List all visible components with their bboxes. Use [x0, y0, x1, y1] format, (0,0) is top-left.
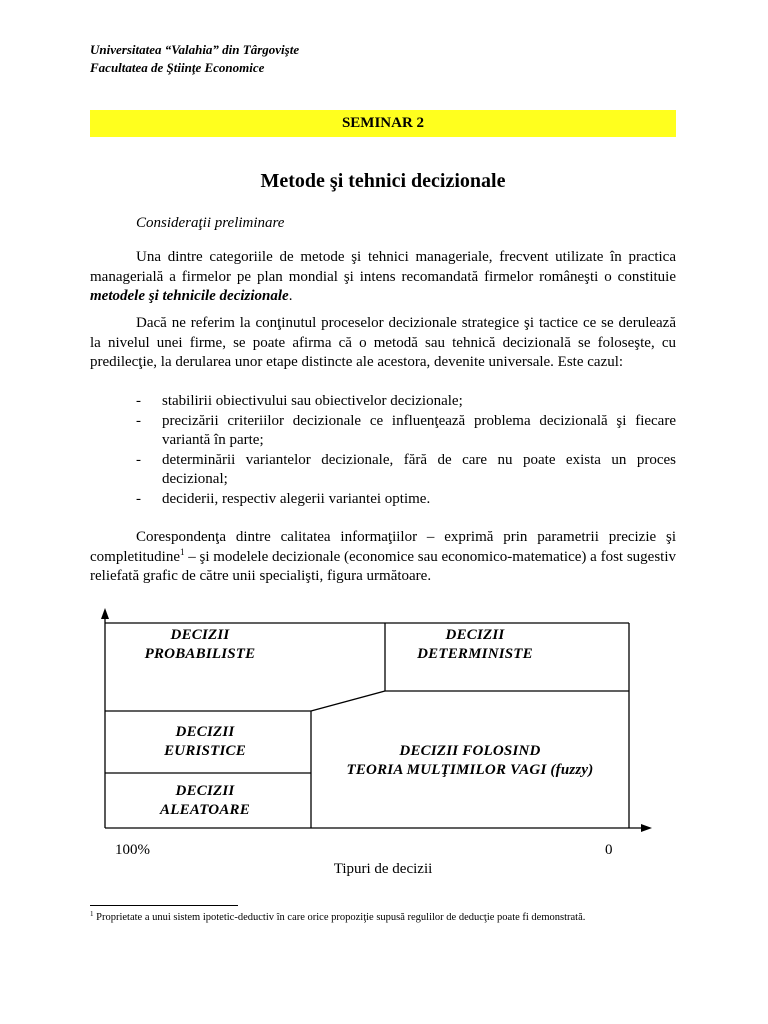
- label-fuzzy-line2: TEORIA MULŢIMILOR VAGI (fuzzy): [346, 762, 594, 778]
- label-probabilistic: [120, 626, 280, 664]
- faculty-name: Facultatea de Ştiinţe Economice: [90, 60, 265, 75]
- label-fuzzy: [320, 742, 620, 780]
- paragraph-intro-text: Una dintre categoriile de metode şi tehnici manageriale, frecvent utilizate în practica managerială a firmelor pe plan mondial şi intens recomandată firmelor româneşti o constituie: [90, 249, 676, 285]
- figure-caption: Tipuri de decizii: [333, 861, 433, 877]
- y-axis-arrow: [101, 608, 109, 619]
- label-random: [125, 782, 285, 820]
- paragraph-correspondence-rest: – şi modelele decizionale (economice sau economico-matematice) a fost sugestiv reliefată grafic de către unii specialişti, figura următoare.: [90, 548, 676, 584]
- footnote-text: Proprietate a unui sistem ipotetic-deductiv în care orice propoziţie supusă regulilor de deducţie poate fi demonstrată.: [93, 912, 586, 923]
- page-title: Metode şi tehnici decizionale: [260, 170, 506, 192]
- paragraph-context-text: Dacă ne referim la conţinutul proceselor decizionale strategice şi tactice ce se derulează la nivelul unei firme, se poate afirma că o metodă sau tehnică decizională se foloseşte, cu predilecţie, la derularea unor etape distincte ale acestora, devenite universale. Este cazul:: [90, 315, 676, 370]
- list-item: - determinării variantelor decizionale, fără de care nu poate exista un proces decizional;: [136, 451, 676, 487]
- list-item-text: deciderii, respectiv alegerii variantei optime.: [162, 490, 431, 507]
- university-name: Universitatea “Valahia” din Târgovişte: [90, 42, 300, 57]
- label-deterministic-line1: DECIZII: [445, 627, 505, 643]
- x-axis-arrow: [641, 824, 652, 832]
- list-item-text: stabilirii obiectivului sau obiectivelor decizionale;: [162, 393, 463, 409]
- footnote: [90, 910, 676, 925]
- x-axis-start-label: 100%: [115, 842, 150, 858]
- label-heuristic-line2: EURISTICE: [164, 743, 246, 759]
- list-item-text: precizării criteriilor decizionale ce influenţează problema decizională şi fiecare variantă în parte;: [162, 412, 676, 448]
- footnote-ref: 1: [179, 546, 185, 557]
- paragraph-intro-end: .: [288, 288, 293, 304]
- slanted-boundary: [311, 691, 385, 711]
- list-item: - precizării criteriilor decizionale ce influenţează problema decizională şi fiecare variantă în parte;: [136, 412, 676, 448]
- label-probabilistic-line1: DECIZII: [170, 627, 230, 643]
- list-item-text: determinării variantelor decizionale, fără de care nu poate exista un proces decizional;: [162, 451, 676, 487]
- seminar-banner: SEMINAR 2: [90, 110, 676, 137]
- label-deterministic-line2: DETERMINISTE: [417, 646, 533, 662]
- label-random-line2: ALEATOARE: [160, 802, 250, 818]
- label-heuristic-line1: DECIZII: [175, 724, 235, 740]
- label-probabilistic-line2: PROBABILISTE: [144, 646, 256, 662]
- label-random-line1: DECIZII: [175, 783, 235, 799]
- list-item: - deciderii, respectiv alegerii variantei optime.: [136, 490, 431, 507]
- x-axis-end-label: 0: [605, 842, 613, 858]
- paragraph-correspondence-text: Corespondenţa dintre calitatea informaţiilor – exprimă prin parametrii precizie şi completitudine: [90, 529, 676, 565]
- list-item: - stabilirii obiectivului sau obiectivelor decizionale;: [136, 393, 463, 409]
- paragraph-intro-emphasis: metodele şi tehnicile decizionale: [90, 288, 289, 304]
- footnote-divider: [90, 905, 238, 906]
- label-heuristic: [125, 723, 285, 761]
- label-deterministic: [400, 626, 550, 664]
- section-subtitle: Consideraţii preliminare: [136, 215, 285, 231]
- label-fuzzy-line1: DECIZII FOLOSIND: [399, 743, 541, 759]
- footnote-mark: 1: [90, 910, 94, 918]
